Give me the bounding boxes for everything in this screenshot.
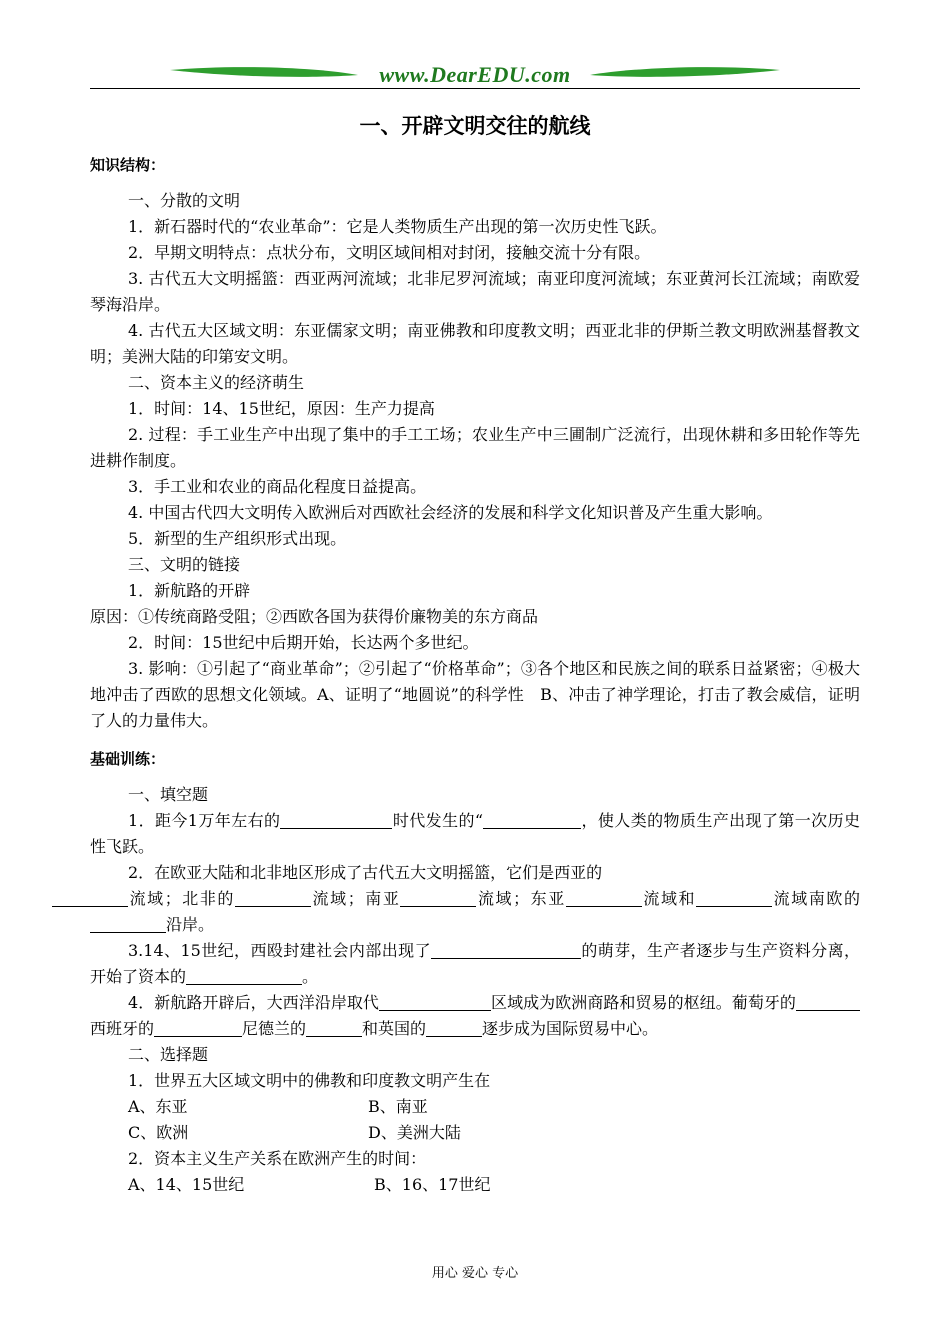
page-title: 一、开辟文明交往的航线: [359, 113, 591, 138]
header-rule: [90, 88, 860, 89]
answer-blank[interactable]: [280, 810, 392, 829]
answer-blank[interactable]: [400, 888, 476, 907]
answer-blank[interactable]: [52, 888, 128, 907]
choice-options: [90, 1120, 860, 1146]
answer-blank[interactable]: [796, 992, 860, 1011]
choice-options: [90, 1172, 860, 1198]
answer-blank[interactable]: [306, 1018, 362, 1037]
page-header: [90, 60, 860, 90]
paragraph: 3. 古代五大文明摇篮：西亚两河流域；北非尼罗河流域；南亚印度河流域；东亚黄河长江流域；南欧爱琴海沿岸。: [90, 269, 860, 314]
choice-question-2: 2．资本主义生产关系在欧洲产生的时间：: [128, 1149, 427, 1168]
paragraph: 2. 过程：手工业生产中出现了集中的手工工场；农业生产中三圃制广泛流行，出现休耕和多田轮作等先进耕作制度。: [90, 425, 860, 470]
choice-question-1: 1．世界五大区域文明中的佛教和印度教文明产生在: [128, 1071, 491, 1090]
paragraph: 2．早期文明特点：点状分布，文明区域间相对封闭，接触交流十分有限。: [128, 243, 651, 262]
paragraph: 一、分散的文明: [128, 191, 241, 210]
answer-blank[interactable]: [90, 914, 166, 933]
choice-option[interactable]: B、16、17世纪: [374, 1175, 491, 1194]
paragraph: 二、资本主义的经济萌生: [128, 373, 305, 392]
answer-blank[interactable]: [431, 940, 581, 959]
paragraph: 3．手工业和农业的商品化程度日益提高。: [128, 477, 427, 496]
answer-blank[interactable]: [186, 966, 302, 985]
paragraph: 原因：①传统商路受阻；②西欧各国为获得价廉物美的东方商品: [90, 607, 539, 626]
answer-blank[interactable]: [154, 1018, 242, 1037]
paragraph: 二、选择题: [128, 1045, 209, 1064]
paragraph: 三、文明的链接: [128, 555, 241, 574]
fill-question-1: 1．距今1万年左右的 时代发生的“ ，使人类的物质生产出现了第一次历史性飞跃。: [90, 811, 860, 856]
paragraph: 1．新航路的开辟: [128, 581, 251, 600]
answer-blank[interactable]: [696, 888, 772, 907]
choice-option[interactable]: B、南亚: [368, 1097, 428, 1116]
document-body: [90, 150, 860, 1198]
paragraph: 1．新石器时代的“农业革命”：它是人类物质生产出现的第一次历史性飞跃。: [128, 217, 667, 236]
answer-blank[interactable]: [379, 992, 491, 1011]
answer-blank[interactable]: [235, 888, 311, 907]
answer-blank[interactable]: [483, 810, 581, 829]
page-footer: 用心 爱心 专心: [431, 1266, 519, 1281]
paragraph: 4. 中国古代四大文明传入欧洲后对西欧社会经济的发展和科学文化知识普及产生重大影响。: [128, 503, 773, 522]
section-knowledge-heading: 知识结构：: [90, 156, 166, 174]
site-logo[interactable]: www.DearEDU.com: [379, 62, 571, 87]
choice-option[interactable]: A、14、15世纪: [128, 1175, 245, 1194]
answer-blank[interactable]: [426, 1018, 482, 1037]
paragraph: 1．时间：14、15世纪，原因：生产力提高: [128, 399, 435, 418]
choice-option[interactable]: C、欧洲: [128, 1123, 189, 1142]
fill-question-4: 4．新航路开辟后，大西洋沿岸取代 区域成为欧洲商路和贸易的枢纽。葡萄牙的西班牙的 尼德兰的 和英国的 逐步成为国际贸易中心。: [90, 990, 860, 1042]
choice-option[interactable]: D、美洲大陆: [368, 1123, 461, 1142]
choice-options: [90, 1094, 860, 1120]
paragraph: 3. 影响：①引起了“商业革命”；②引起了“价格革命”；③各个地区和民族之间的联系日益紧密；④极大地冲击了西欧的思想文化领域。A、证明了“地圆说”的科学性 B、冲击了神学理论，打击了教会威信，证明了人的力量伟大。: [90, 659, 860, 730]
fill-question-3: 3.14、15世纪，西殴封建社会内部出现了 的萌芽，生产者逐步与生产资料分离，开始了资本的 。: [90, 941, 860, 986]
paragraph: 2．时间：15世纪中后期开始，长达两个多世纪。: [128, 633, 479, 652]
section-training-heading: 基础训练：: [90, 750, 166, 768]
paragraph: 4. 古代五大区域文明：东亚儒家文明；南亚佛教和印度教文明；西亚北非的伊斯兰教文明欧洲基督教文明；美洲大陆的印第安文明。: [90, 321, 860, 366]
fill-question-2: 2．在欧亚大陆和北非地区形成了古代五大文明摇篮，它们是西亚的 流域；北非的 流域；南亚 流域；东亚 流域和 流域南欧的沿岸。: [90, 860, 860, 938]
answer-blank[interactable]: [566, 888, 642, 907]
paragraph: 5．新型的生产组织形式出现。: [128, 529, 347, 548]
choice-option[interactable]: A、东亚: [128, 1097, 188, 1116]
paragraph: 一、填空题: [128, 785, 209, 804]
